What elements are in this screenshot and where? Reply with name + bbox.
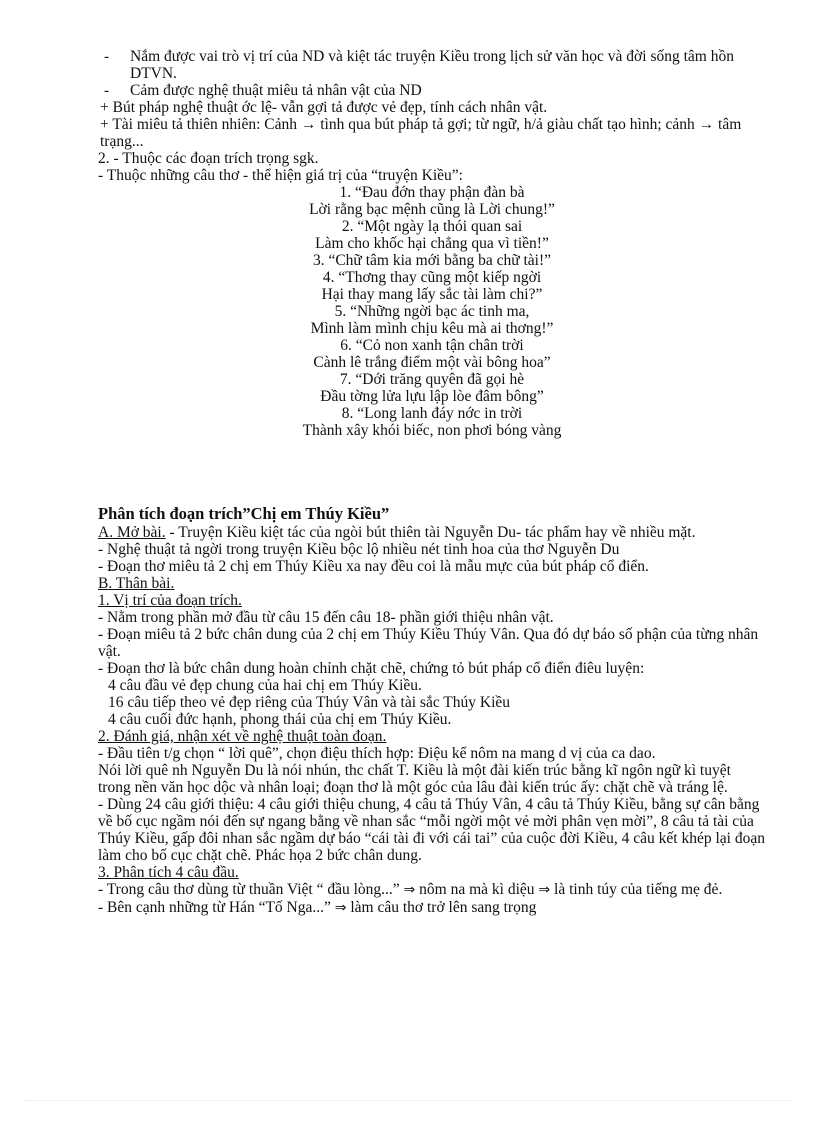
paragraph: - Nằm trong phần mở đầu từ câu 15 đến câu 18- phần giới thiệu nhân vật. xyxy=(98,609,554,626)
paragraph: - Trong câu thơ dùng từ thuần Việt “ đầu lòng...” ⇒ nôm na mà kì diệu ⇒ là tinh túy của tiếng mẹ đẻ. xyxy=(98,881,723,898)
poem-block xyxy=(98,184,766,439)
poem-line: Thành xây khói biếc, non phơi bóng vàng xyxy=(302,422,562,439)
poem-line: Cành lê trắng điểm một vài bông hoa” xyxy=(313,354,551,371)
poem-line: Làm cho khốc hại chẳng qua vì tiền!” xyxy=(315,235,549,252)
paragraph: - Đầu tiên t/g chọn “ lời quê”, chọn điệu thích hợp: Điệu kể nôm na mang d vị của ca dao. xyxy=(98,745,656,762)
mo-bai-heading: A. Mở bài. xyxy=(98,524,166,541)
poem-line: 2. “Một ngày lạ thói quan sai xyxy=(341,218,523,235)
paragraph: - Dùng 24 câu giới thiệu: 4 câu giới thiệu chung, 4 câu tả Thúy Vân, 4 câu tả Thúy Kiều, bằng sự cân bằng về bố cục ngầm nói đến sự ngang bằng về nhan sắc “mỗi ngời một vẻ mời phân vẹn mời”, 8 câu tả tài của Thúy Kiều, gấp đôi nhan sắc ngầm dự báo “cái tài đi với cái tai” của cuộc đời Kiều, 4 câu kết khép lại đoạn làm cho bố cục chặt chẽ. Phác họa 2 bức chân dung. xyxy=(98,796,765,864)
subsection-heading-1: 1. Vị trí của đoạn trích. xyxy=(98,592,242,609)
paragraph: Nói lời quê nh Nguyễn Du là nói nhún, thc chất T. Kiều là một đài kiến trúc bằng kĩ ngôn ngữ kì tuyệt trong nền văn học dộc và nhân loại; đoạn thơ là một góc của lâu đài kiến trúc ấy: chặt chẽ và tráng lệ. xyxy=(98,762,731,796)
double-arrow-icon: ⇒ xyxy=(538,882,551,898)
structure-item: 16 câu tiếp theo vẻ đẹp riêng của Thúy Vân và tài sắc Thúy Kiều xyxy=(108,694,511,711)
intro-plus-line: + Bút pháp nghệ thuật ớc lệ- vẫn gợi tả được vẻ đẹp, tính cách nhân vật. xyxy=(100,99,548,116)
intro-item-2: 2. - Thuộc các đoạn trích trọng sgk. xyxy=(98,150,319,167)
intro-plus-line: + Tài miêu tả thiên nhiên: Cảnh → tình qua bút pháp tả gợi; từ ngữ, h/ả giàu chất tạo hình; cảnh → tâm trạng... xyxy=(100,116,742,150)
section-title: Phân tích đoạn trích”Chị em Thúy Kiều” xyxy=(98,504,390,523)
paragraph: - Nghệ thuật tả ngời trong truyện Kiều bộc lộ nhiều nét tinh hoa của thơ Nguyễn Du xyxy=(98,541,620,558)
poem-line: 7. “Dới trăng quyên đã gọi hè xyxy=(339,371,525,388)
than-bai-heading: B. Thân bài. xyxy=(98,575,175,592)
page-footer-rule xyxy=(24,1100,792,1101)
intro-item-2b: - Thuộc những câu thơ - thể hiện giá trị của “truyện Kiều”: xyxy=(98,167,463,184)
poem-line: Đầu tờng lửa lựu lập lòe đâm bông” xyxy=(320,388,544,405)
poem-line: 8. “Long lanh đáy nớc in trời xyxy=(341,405,523,422)
intro-bullet: - Cảm được nghệ thuật miêu tả nhân vật của ND xyxy=(104,82,422,99)
structure-item: 4 câu cuối đức hạnh, phong thái của chị em Thúy Kiều. xyxy=(108,711,452,728)
poem-line: 6. “Cỏ non xanh tận chân trời xyxy=(340,337,524,354)
mo-bai-paragraph: A. Mở bài. - Truyện Kiều kiệt tác của ngòi bút thiên tài Nguyễn Du- tác phẩm hay về nhiều mặt. xyxy=(98,524,696,541)
subsection-heading-2: 2. Đánh giá, nhận xét về nghệ thuật toàn đoạn. xyxy=(98,728,387,745)
document-page xyxy=(98,48,766,917)
paragraph: - Bên cạnh những từ Hán “Tố Nga...” ⇒ làm câu thơ trở lên sang trọng xyxy=(98,899,537,916)
structure-item: 4 câu đầu vẻ đẹp chung của hai chị em Thúy Kiều. xyxy=(108,677,422,694)
intro-bullet: - Nắm được vai trò vị trí của ND và kiệt tác truyện Kiều trong lịch sử văn học và đời sống tâm hồn DTVN. xyxy=(104,48,734,82)
paragraph: - Đoạn miêu tả 2 bức chân dung của 2 chị em Thúy Kiều Thúy Vân. Qua đó dự báo số phận của từng nhân vật. xyxy=(98,626,759,660)
poem-line: Hại thay mang lấy sắc tài làm chi?” xyxy=(321,286,543,303)
paragraph: - Đoạn thơ miêu tả 2 chị em Thúy Kiều xa nay đều coi là mẫu mực của bút pháp cổ điển. xyxy=(98,558,649,575)
poem-line: 4. “Thơng thay cũng một kiếp ngời xyxy=(322,269,542,286)
double-arrow-icon: ⇒ xyxy=(334,900,347,916)
poem-line: 5. “Những ngời bạc ác tinh ma, xyxy=(334,303,530,320)
double-arrow-icon: ⇒ xyxy=(403,882,416,898)
poem-line: Lời rằng bạc mệnh cũng là Lời chung!” xyxy=(309,201,555,218)
spacer xyxy=(98,439,766,505)
subsection-heading-3: 3. Phân tích 4 câu đầu. xyxy=(98,864,239,881)
poem-line: 1. “Đau đớn thay phận đàn bà xyxy=(339,184,525,201)
paragraph: - Đoạn thơ là bức chân dung hoàn chỉnh chặt chẽ, chứng tỏ bút pháp cổ điển điêu luyện: xyxy=(98,660,645,677)
poem-line: 3. “Chữ tâm kia mới bằng ba chữ tài!” xyxy=(312,252,552,269)
poem-line: Mình làm mình chịu kêu mà ai thơng!” xyxy=(310,320,554,337)
